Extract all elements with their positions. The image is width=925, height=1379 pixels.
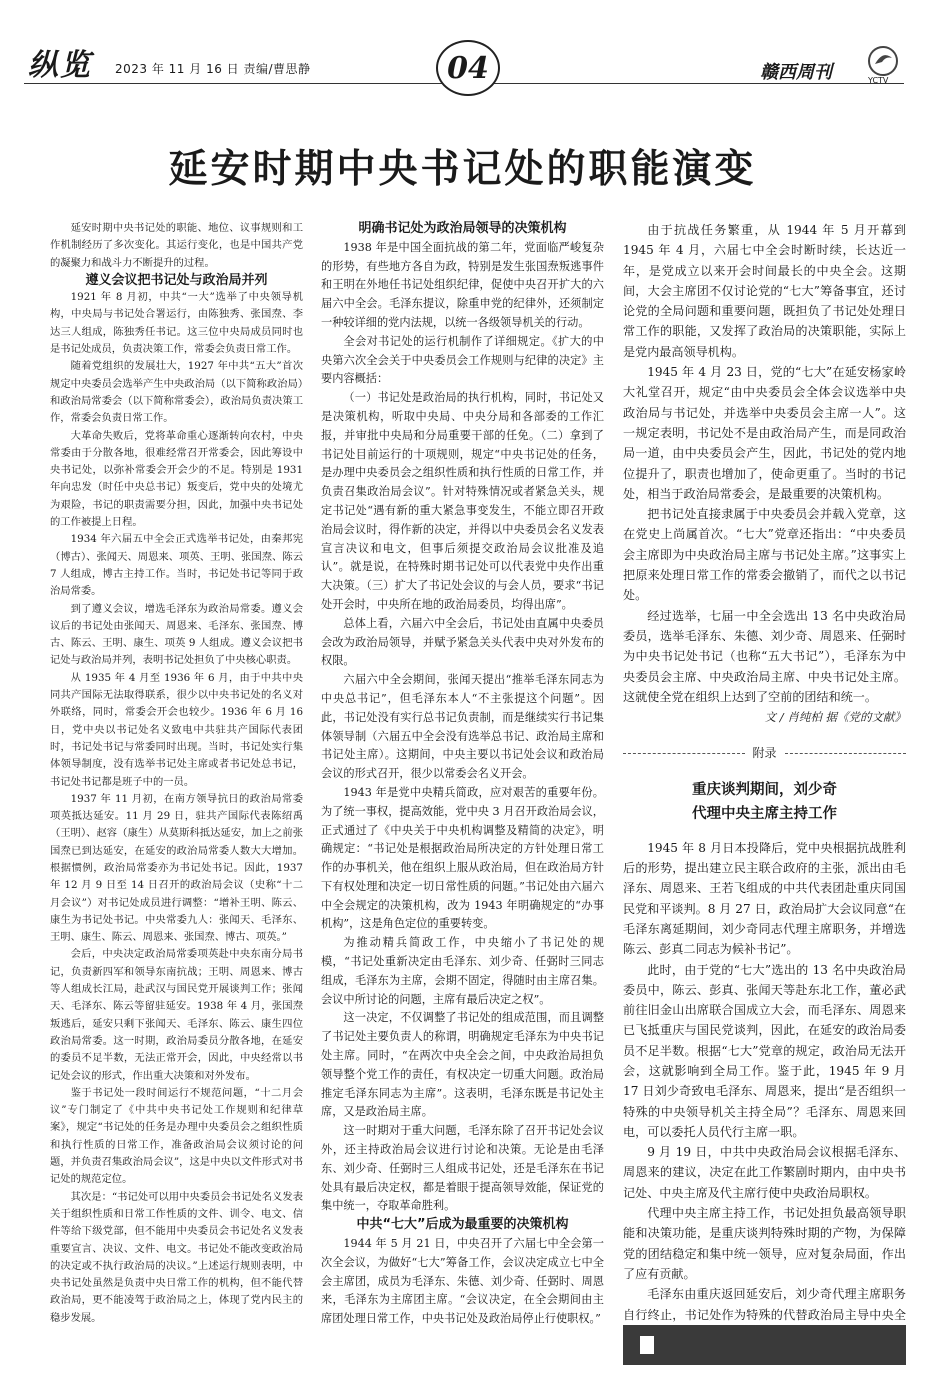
column-2 bbox=[321, 220, 604, 1329]
body-paragraph: 到了遵义会议，增选毛泽东为政治局常委。遵义会议后的书记处由张闻天、周恩来、毛泽东、张国焘、博古、陈云、王明、康生、项英 9 人组成。遵义会议把书记处与政治局并列，表明书记处担负了中央核心职责。 bbox=[50, 602, 303, 667]
appendix-label: 附录 bbox=[752, 746, 777, 761]
intro-paragraph: 延安时期中央书记处的职能、地位、议事规则和工作机制经历了多次变化。其运行变化，也是中国共产党的凝聚力和战斗力不断提升的过程。 bbox=[50, 222, 303, 269]
appendix-title-line-2: 代理中央主席主持工作 bbox=[692, 805, 837, 822]
body-paragraph: 从 1935 年 4 月至 1936 年 6 月，由于中共中央同共产国际无法取得联系，很少以中央书记处的名义对外联络，同时，常委会开会也较少。1936 年 6 月 16 日，党中央以书记处名义致电中共驻共产国际代表团时，书记处书记与常委同时出现。当时，书记处实行集体领导制度，没有选举书记处主席或者书记处总书记，书记处书记都是班子中的一员。 bbox=[50, 671, 303, 788]
appendix-paragraph: 代理中央主席主持工作，书记处担负最高领导职能和决策功能，是重庆谈判特殊时期的产物，为保障党的团结稳定和集中统一领导，应对复杂局面，作出了应有贡献。 bbox=[623, 1206, 906, 1281]
section-2-heading: 明确书记处为政治局领导的决策机构 bbox=[358, 221, 567, 236]
appendix-paragraph: 此时，由于党的“七大”选出的 13 名中央政治局委员中，陈云、彭真、张闻天等赴东北工作，董必武前往旧金山出席联合国成立大会，而毛泽东、周恩来已飞抵重庆与国民党谈判，因此，在延安的政治局委员不足半数。根据“七大”党章的规定，政治局无法开会，这就影响到全局工作。鉴于此，1945 年 9 月 17 日刘少奇致电毛泽东、周恩来，提出“是否组织一特殊的中央领导机关主持全局”？毛泽东、周恩来回电，可以委托人员代行主席一职。 bbox=[623, 962, 906, 1139]
body-paragraph: 1943 年是党中央精兵简政，应对艰苦的重要年份。为了统一事权，提高效能，党中央 3 月召开政治局会议，正式通过了《中央关于中央机构调整及精简的决定》，明确规定：“书记处是根据政治局所决定的方针处理日常工作的办事机关，他在组织上服从政治局，但在政治局方针下有权处理和决定一切日常性质的问题。”书记处由六届六中全会规定的决策机构，改为 1943 年明确规定的“办事机构”，这是角色定位的重要转变。 bbox=[321, 785, 604, 931]
body-paragraph: 为推动精兵简政工作，中央缩小了书记处的规模，“书记处重新决定由毛泽东、刘少奇、任弼时三同志组成，毛泽东为主席，会期不固定，得随时由主席召集。会议中所讨论的问题，主席有最后决定之权”。 bbox=[321, 936, 604, 1006]
body-paragraph: 1945 年 4 月 23 日，党的“七大”在延安杨家岭大礼堂召开，规定“由中央委员会全体会议选举中央政治局与书记处，并选举中央委员会主席一人”。这一规定表明，书记处不是由政治局产生，而是同政治局一道，由中央委员会产生，因此，书记处的党内地位提升了，职责也增加了，使命更重了。当时的书记处，相当于政治局常委会，是最重要的决策机构。 bbox=[623, 365, 906, 501]
dateline: 2023 年 11 月 16 日 责编/曹思静 bbox=[115, 62, 311, 76]
body-paragraph: 1921 年 8 月初，中共“一大”选举了中央领导机构，中央局与书记处合署运行，由陈独秀、张国焘、李达三人组成，陈独秀任书记。这三位中央局成员同时也是书记处成员，负责决策工作，常委会负责日常工作。 bbox=[50, 291, 303, 356]
body-paragraph: 随着党组织的发展壮大，1927 年中共“五大”首次规定中央委员会选举产生中央政治局（以下简称政治局）和政治局常委会（以下简称常委会），政治局负责决策工作，常委会负责日常工作。 bbox=[50, 360, 303, 425]
appendix-title bbox=[623, 778, 906, 826]
paper-logo-text: YCTV bbox=[868, 76, 889, 85]
appendix-divider bbox=[623, 743, 906, 763]
section-3-heading: 中共“七大”后成为最重要的决策机构 bbox=[356, 1217, 569, 1233]
article-byline: 文 / 肖纯柏 据《党的文献》 bbox=[764, 710, 906, 725]
appendix-body bbox=[623, 838, 906, 1345]
paper-name: 赣西周刊 bbox=[760, 62, 832, 83]
body-paragraph: 把书记处直接隶属于中央委员会并载入党章，这在党史上尚属首次。“七大”党章还指出：“中央委员会主席即为中央政治局主席与书记处主席。”这事实上把原来处理日常工作的常委会撤销了，而代之以书记处。 bbox=[623, 507, 906, 603]
body-paragraph: 1937 年 11 月初，在南方领导抗日的政治局常委项英抵达延安。11 月 29 日，驻共产国际代表陈绍禹（王明）、赵容（康生）从莫斯科抵达延安，加上之前张国焘已到达延安，在延安的政治局常委人数大大增加。根据惯例，政治局常委亦为书记处书记。因此，1937 年 12 月 9 日至 14 日召开的政治局会议（史称“十二月会议”）对书记处成员进行调整：“增补王明、陈云、康生为书记处书记。中央常委九人：张闻天、毛泽东、王明、康生、陈云、周恩来、张国焘、博古、项英。” bbox=[50, 792, 303, 944]
section-name: 纵览 bbox=[28, 48, 92, 83]
body-paragraph: 总体上看，六届六中全会后，书记处由直属中央委员会改为政治局领导，并赋予紧急关头代表中央对外发布的权限。 bbox=[321, 616, 604, 668]
body-paragraph: 由于抗战任务繁重，从 1944 年 5 月开幕到 1945 年 4 月，六届七中全会时断时续，长达近一年，是党成立以来开会时间最长的中央全会。这期间，大会主席团不仅讨论党的“七大”筹备事宜，还讨论党的全局问题和重要问题，既担负了书记处处理日常工作的职能，又发挥了政治局的决策职能，实际上是党内最高领导机构。 bbox=[623, 223, 906, 359]
body-paragraph: 六届六中全会期间，张闻天提出“推举毛泽东同志为中央总书记”，但毛泽东本人“不主张提这个问题”。因此，书记处没有实行总书记负责制，而是继续实行书记集体领导制（六届五中全会没有选举总书记、政治局主席和书记处主席）。这期间，中央主要以书记处会议和政治局会议的形式召开，很少以常委会名义开会。 bbox=[321, 673, 604, 781]
body-paragraph: 经过选举，七届一中全会选出 13 名中央政治局委员，选举毛泽东、朱德、刘少奇、周恩来、任弼时为中央书记处书记（也称“五大书记”），毛泽东为中央委员会主席、中央政治局主席、中央书记处主席。这就使全党在组织上达到了空前的团结和统一。 bbox=[623, 608, 906, 704]
appendix-title-line-1: 重庆谈判期间，刘少奇 bbox=[692, 781, 837, 798]
header-rule-right bbox=[492, 83, 904, 84]
bottom-decorative-bar bbox=[623, 1325, 906, 1365]
body-paragraph: 这一时期对于重大问题，毛泽东除了召开书记处会议外，还主持政治局会议进行讨论和决策。无论是由毛泽东、刘少奇、任弼时三人组成书记处，还是毛泽东在书记处具有最后决定权，都是着眼于提高领导效能，保证党的集中统一，夺取革命胜利。 bbox=[321, 1124, 604, 1213]
body-paragraph: 其次是：“书记处可以用中央委员会书记处名义发表关于组织性质和日常工作性质的文件、训令、电文、信件等给下级党部，但不能用中央委员会书记处名义发表重要宣言、决议、文件、电文。书记处不能改变政治局的决定或不执行政治局的决议。”上述运行规则表明，中央书记处虽然是负责中央日常工作的机构，但不能代替政治局，更不能凌驾于政治局之上，体现了党内民主的稳步发展。 bbox=[50, 1190, 303, 1324]
bottom-bar-marker bbox=[640, 1336, 654, 1354]
article-headline: 延安时期中央书记处的职能演变 bbox=[168, 147, 757, 192]
section-1-heading: 遵义会议把书记处与政治局并列 bbox=[85, 272, 268, 288]
header-rule-left bbox=[24, 83, 442, 84]
body-paragraph: 会后，中央决定政治局常委项英赴中央东南分局书记，负责新四军和领导东南抗战；王明、周恩来、博古等人组成长江局，赴武汉与国民党开展谈判工作；张闻天、毛泽东、陈云等留驻延安。1938 年 4 月，张国焘叛逃后，延安只剩下张闻天、毛泽东、陈云、康生四位政治局常委。这一时期，政治局委员分散各地，在延安的委员不足半数，无法正常开会，因此，中央经常以书记处会议的形式，作出重大决策和对外发布。 bbox=[50, 948, 303, 1082]
body-paragraph: 1938 年是中国全面抗战的第二年，党面临严峻复杂的形势，有些地方各自为政，特别是发生张国焘叛逃事件和王明在外地任书记处组织纪律，促使中央召开扩大的六届六中全会。毛泽东提议，除重申党的纪律外，还须制定一种较详细的党内法规，以统一各级领导机关的行动。 bbox=[321, 240, 604, 329]
divider-line bbox=[785, 753, 907, 754]
body-paragraph: 鉴于书记处一段时间运行不规范问题，“十二月会议”专门制定了《中共中央书记处工作规则和纪律草案》，规定“书记处的任务是办理中央委员会之组织性质和执行性质的日常工作，准备政治局会议须讨论的问题，并负责召集政治局会议”，这是中央以文件形式对书记处的规范定位。 bbox=[50, 1086, 303, 1186]
body-paragraph: 1934 年六届五中全会正式选举书记处，由秦邦宪（博古）、张闻天、周恩来、项英、王明、张国焘、陈云 7 人组成，博古主持工作。当时，书记处书记等同于政治局常委。 bbox=[50, 533, 303, 598]
body-paragraph: 大革命失败后，党将革命重心逐渐转向农村，中央常委由于分散各地，很难经常召开常委会，因此筹设中央书记处，以弥补常委会开会少的不足。特别是 1931 年向忠发（时任中央总书记）叛变后，党中央的处境尤为艰险，书记的职责需要分担，因此，加强中央书记处的工作被提上日程。 bbox=[50, 429, 303, 529]
page-number-badge: 04 bbox=[436, 40, 500, 96]
column-1 bbox=[50, 220, 303, 1327]
body-paragraph: 1944 年 5 月 21 日，中央召开了六届七中全会第一次全会议，为做好“七大”筹备工作，会议决定成立七中全会主席团，成员为毛泽东、朱德、刘少奇、任弼时、周恩来，毛泽东为主席团主席。“会议决定，在全会期间由主席团处理日常工作，中央书记处及政治局停止行使职权。” bbox=[321, 1237, 604, 1326]
body-paragraph: 全会对书记处的运行机制作了详细规定。《扩大的中央第六次全会关于中央委员会工作规则与纪律的决定》主要内容概括： bbox=[321, 334, 604, 386]
appendix-paragraph: 1945 年 8 月日本投降后，党中央根据抗战胜利后的形势，提出建立民主联合政府的主张，派出由毛泽东、周恩来、王若飞组成的中共代表团赴重庆同国民党和平谈判。8 月 27 日，政治局扩大会议同意“在毛泽东离延期间，刘少奇同志代理主席职务，并增选陈云、彭真二同志为候补书记”。 bbox=[623, 840, 906, 957]
body-paragraph: 这一决定，不仅调整了书记处的组成范围，而且调整了书记处主要负责人的称谓，明确规定毛泽东为中央书记处主席。同时，“在两次中央全会之间，中央政治局担负领导整个党工作的责任，有权决定一切重大问题。政治局推定毛泽东同志为主席”。这表明，毛泽东既是书记处主席，又是政治局主席。 bbox=[321, 1011, 604, 1119]
appendix-paragraph: 毛泽东由重庆返回延安后，刘少奇代理主席职务自行终止，书记处作为特殊的代替政治局主导中央全 bbox=[623, 1287, 906, 1322]
appendix-paragraph: 9 月 19 日，中共中央政治局会议根据毛泽东、周恩来的建议，决定在此工作繁剧时期内，由中央书记处、中央主席及代主席行使中央政治局职权。 bbox=[623, 1145, 906, 1200]
divider-line bbox=[623, 753, 745, 754]
column-3 bbox=[623, 220, 906, 1345]
paper-logo-icon bbox=[866, 44, 900, 78]
body-paragraph: （一）书记处是政治局的执行机构，同时，书记处又是决策机构，听取中央局、中央分局和各部委的工作汇报，并审批中央局和分局重要干部的任免。（二）拿到了书记处目前运行的十项规则，规定“中央书记处的任务，是办理中央委员会之组织性质和执行性质的日常工作，并负责召集政治局会议”。针对特殊情况或者紧急关头，规定书记处“遇有新的重大紧急事变发生，不能立即召开政治局会议时，得作新的决定，并得以中央委员会名义发表宣言决议和电文，但事后须提交政治局会议批准及追认”。就是说，在特殊时期书记处可以代表党中央作出重大决策。（三）扩大了书记处会议的与会人员，要求“书记处开会时，中央所在地的政治局委员，均得出席”。 bbox=[321, 391, 604, 611]
